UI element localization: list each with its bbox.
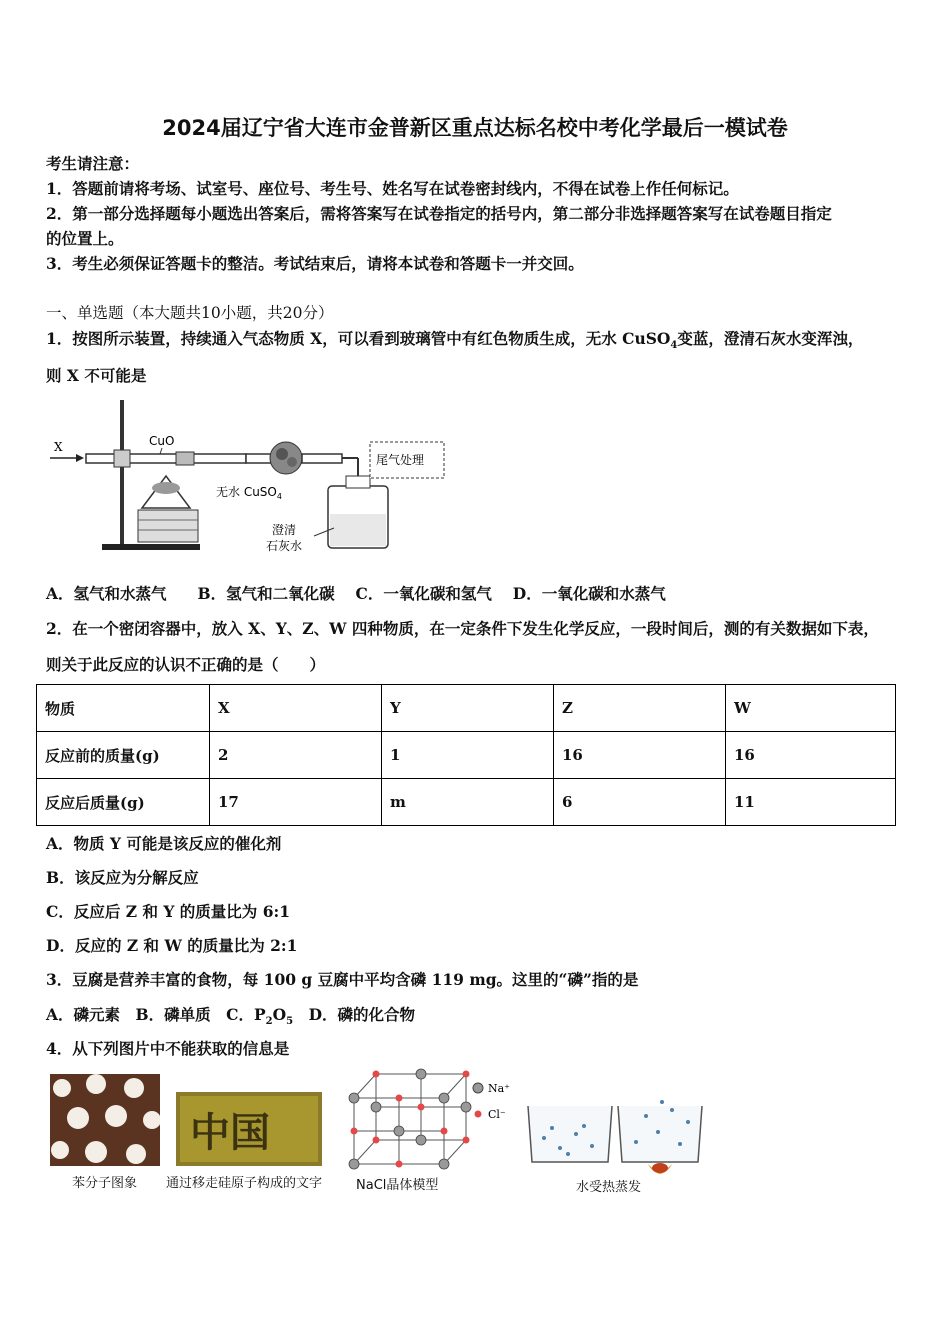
q2-option-b: B．该反应为分解反应 [46, 868, 199, 887]
table-header-cell: Y [382, 685, 554, 732]
q3-opt-mid: O [272, 1005, 287, 1024]
page-title: 2024届辽宁省大连市金普新区重点达标名校中考化学最后一模试卷 [162, 116, 788, 140]
q3-options [46, 1003, 415, 1027]
table-cell: 6 [554, 779, 726, 826]
notice-item-2-cont: 的位置上。 [46, 229, 124, 248]
table-cell: 反应前的质量(g) [37, 732, 210, 779]
table-header-cell: 物质 [37, 685, 210, 732]
benzene-image [50, 1074, 160, 1166]
q3-opt-a: A．磷元素 B．磷单质 C．P [46, 1005, 266, 1024]
q3-sub1: 2 [265, 1016, 273, 1028]
table-row [37, 732, 896, 779]
table-header-cell: W [726, 685, 896, 732]
table-cell: 17 [210, 779, 382, 826]
cuso4-label: 无水 CuSO [216, 485, 277, 499]
tail-label: 尾气处理 [376, 453, 425, 467]
notice-item-3: 3．考生必须保证答题卡的整洁。考试结束后，请将本试卷和答题卡一并交回。 [46, 254, 584, 273]
legend-cl: Cl⁻ [488, 1108, 506, 1121]
table-header-cell: Z [554, 685, 726, 732]
table-cell: m [382, 779, 554, 826]
table-cell: 反应后质量(g) [37, 779, 210, 826]
svg-text:无水 CuSO4 [216, 484, 282, 501]
water-evaporation-image [522, 1098, 704, 1178]
legend-na: Na⁺ [488, 1082, 510, 1095]
q3-opt-d: D．磷的化合物 [293, 1005, 416, 1024]
silicon-text-image [176, 1092, 322, 1166]
caption-silicon: 通过移走硅原子构成的文字 [166, 1176, 323, 1191]
table-cell: 11 [726, 779, 896, 826]
notice-item-1: 1．答题前请将考场、试室号、座位号、考生号、姓名写在试卷密封线内，不得在试卷上作任何标记。 [46, 179, 739, 198]
q2-option-d: D．反应的 Z 和 W 的质量比为 2:1 [46, 936, 298, 955]
q1-text-b: 变蓝，澄清石灰水变浑浊， [677, 329, 864, 348]
q1-text-line1 [46, 327, 863, 351]
caption-nacl: NaCl晶体模型 [356, 1178, 439, 1193]
caption-benzene: 苯分子图象 [72, 1176, 138, 1191]
table-cell: 2 [210, 732, 382, 779]
q3-sub2: 5 [286, 1016, 294, 1028]
q2-option-c: C．反应后 Z 和 Y 的质量比为 6:1 [46, 902, 290, 921]
q1-text-line2: 则 X 不可能是 [46, 366, 147, 385]
notice-item-2: 2．第一部分选择题每小题选出答案后，需将答案写在试卷指定的括号内，第二部分非选择题答案写在试卷题目指定 [46, 204, 832, 223]
lime-label-1: 澄清 [272, 523, 297, 537]
data-table [36, 684, 896, 826]
table-cell: 1 [382, 732, 554, 779]
q4-text: 4．从下列图片中不能获取的信息是 [46, 1039, 290, 1058]
q2-text-line2: 则关于此反应的认识不正确的是（ ） [46, 655, 326, 674]
q1-sub: 4 [670, 340, 678, 352]
table-row [37, 779, 896, 826]
caption-water: 水受热蒸发 [576, 1180, 642, 1195]
cuo-label: CuO [149, 434, 175, 448]
notice-heading: 考生请注意： [46, 154, 140, 173]
nacl-model-image [346, 1068, 516, 1172]
section-heading: 一、单选题（本大题共10小题，共20分） [46, 304, 334, 322]
stm-text: 中国 [190, 1110, 270, 1156]
q2-option-a: A．物质 Y 可能是该反应的催化剂 [46, 834, 282, 853]
table-cell: 16 [726, 732, 896, 779]
q3-text: 3．豆腐是营养丰富的食物，每 100 g 豆腐中平均含磷 119 mg。这里的“磷”指的是 [46, 970, 639, 989]
apparatus-diagram [46, 396, 456, 560]
q1-options: A．氢气和水蒸气 B．氢气和二氧化碳 C．一氧化碳和氢气 D．一氧化碳和水蒸气 [46, 584, 666, 603]
x-label: X [54, 440, 63, 454]
q2-text-line1: 2．在一个密闭容器中，放入 X、Y、Z、W 四种物质，在一定条件下发生化学反应，一段时间后，测的有关数据如下表， [46, 619, 879, 638]
table-header-cell: X [210, 685, 382, 732]
lime-label-2: 石灰水 [266, 539, 303, 553]
table-header-row [37, 685, 896, 732]
table-cell: 16 [554, 732, 726, 779]
cuso4-sub: 4 [276, 492, 282, 501]
q1-text-a: 1．按图所示装置，持续通入气态物质 X，可以看到玻璃管中有红色物质生成，无水 CuSO [46, 329, 671, 348]
